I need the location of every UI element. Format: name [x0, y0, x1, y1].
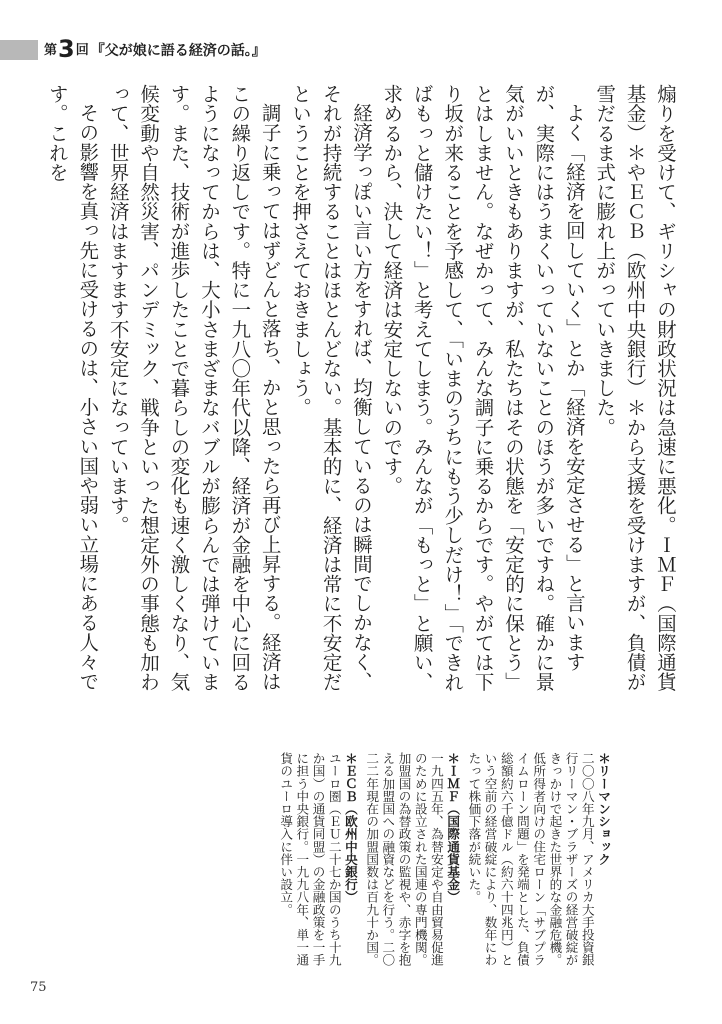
- chapter-prefix: 第: [44, 43, 58, 58]
- chapter-number: 3: [58, 35, 75, 63]
- footnote-ecb: [277, 752, 358, 968]
- running-header: [0, 35, 600, 63]
- footnote-title: ＊ＥＣＢ（欧州中央銀行）: [342, 752, 358, 904]
- body-paragraph: 調子に乗ってはずどんと落ち、かと思ったら再び上昇する。経済はこの繰り返しです。特に一九八〇年代以降、経済が金融を中心に回るようになってからは、大小さまざまなバブルが膨らんでは弾けています。また、技術が進歩したことで暮らしの変化も速く激しくなり、気候変動や自然災害、パンデミック、戦争といった想定外の事態も加わって、世界経済はますます不安定になっています。: [106, 84, 282, 692]
- footnote-text: 一九四五年、為替安定や自由貿易促進のために設立された国連の専門機関。加盟国の為替政策の監視や、赤字を抱える加盟国への融資などを行う。二〇二二年現在の加盟国数は百九十か国。: [364, 752, 444, 967]
- footnotes: [175, 752, 611, 968]
- book-title: 『父が娘に語る経済の話。』: [90, 43, 266, 59]
- footnote-imf: [363, 752, 460, 968]
- footnote-text: ユーロ圏（ＥＵ二十七か国のうち十九か国）の通貨同盟）の金融政策を一手に担う中央銀行。一九九八年、単一通貨のユーロ導入に伴い設立。: [278, 752, 342, 967]
- body-paragraph: よく「経済を回していく」とか「経済を安定させる」と言いますが、実際にはうまくいっていないことのほうが多いですね。確かに景気がいいときもありますが、私たちはその状態を「安定的に保とう」とはしません。なぜかって、みんな調子に乗るからです。やがては下り坂が来ることを予感して、「いまのうちにもう少しだけ！」「できればもっと儲けたい！」と考えてしまう。みんなが「もっと」と願い、求めるから、決して経済は安定しないのです。: [380, 84, 586, 692]
- footnote-title: ＊ＩＭＦ（国際通貨基金）: [445, 752, 461, 904]
- page-number: 75: [30, 980, 47, 995]
- header-gray-bar: [0, 40, 38, 60]
- body-paragraph: その影響を真っ先に受けるのは、小さい国や弱い立場にある人々です。これを: [45, 84, 100, 692]
- footnote-title: ＊リーマンショック: [596, 752, 611, 866]
- chapter-suffix: 回: [75, 43, 89, 58]
- main-body-text: [45, 84, 680, 702]
- footnote-lehman: [465, 752, 611, 968]
- footnote-text: 二〇〇八年九月、アメリカ大手投資銀行リーマン・ブラザーズの経営破綻がきっかけで起きた世界的な金融危機。低所得者向けの住宅ローン「サブプライムローン問題」を発端とした、負債総額約六千億ドル（約六十四兆円）という空前の経営破綻により、数年にわたって株価下落が続いた。: [466, 752, 595, 967]
- body-paragraph: 経済学っぽい言い方をすれば、均衡しているのは瞬間でしかなく、それが持続することはほとんどない。基本的に、経済は常に不安定だということを押さえておきましょう。: [289, 84, 373, 692]
- header-title-group: [44, 35, 266, 63]
- body-paragraph: 煽りを受けて、ギリシャの財政状況は急速に悪化。ＩＭＦ（国際通貨基金）＊やＥＣＢ（欧州中央銀行）＊から支援を受けますが、負債が雪だるま式に膨れ上がっていきました。: [593, 84, 677, 692]
